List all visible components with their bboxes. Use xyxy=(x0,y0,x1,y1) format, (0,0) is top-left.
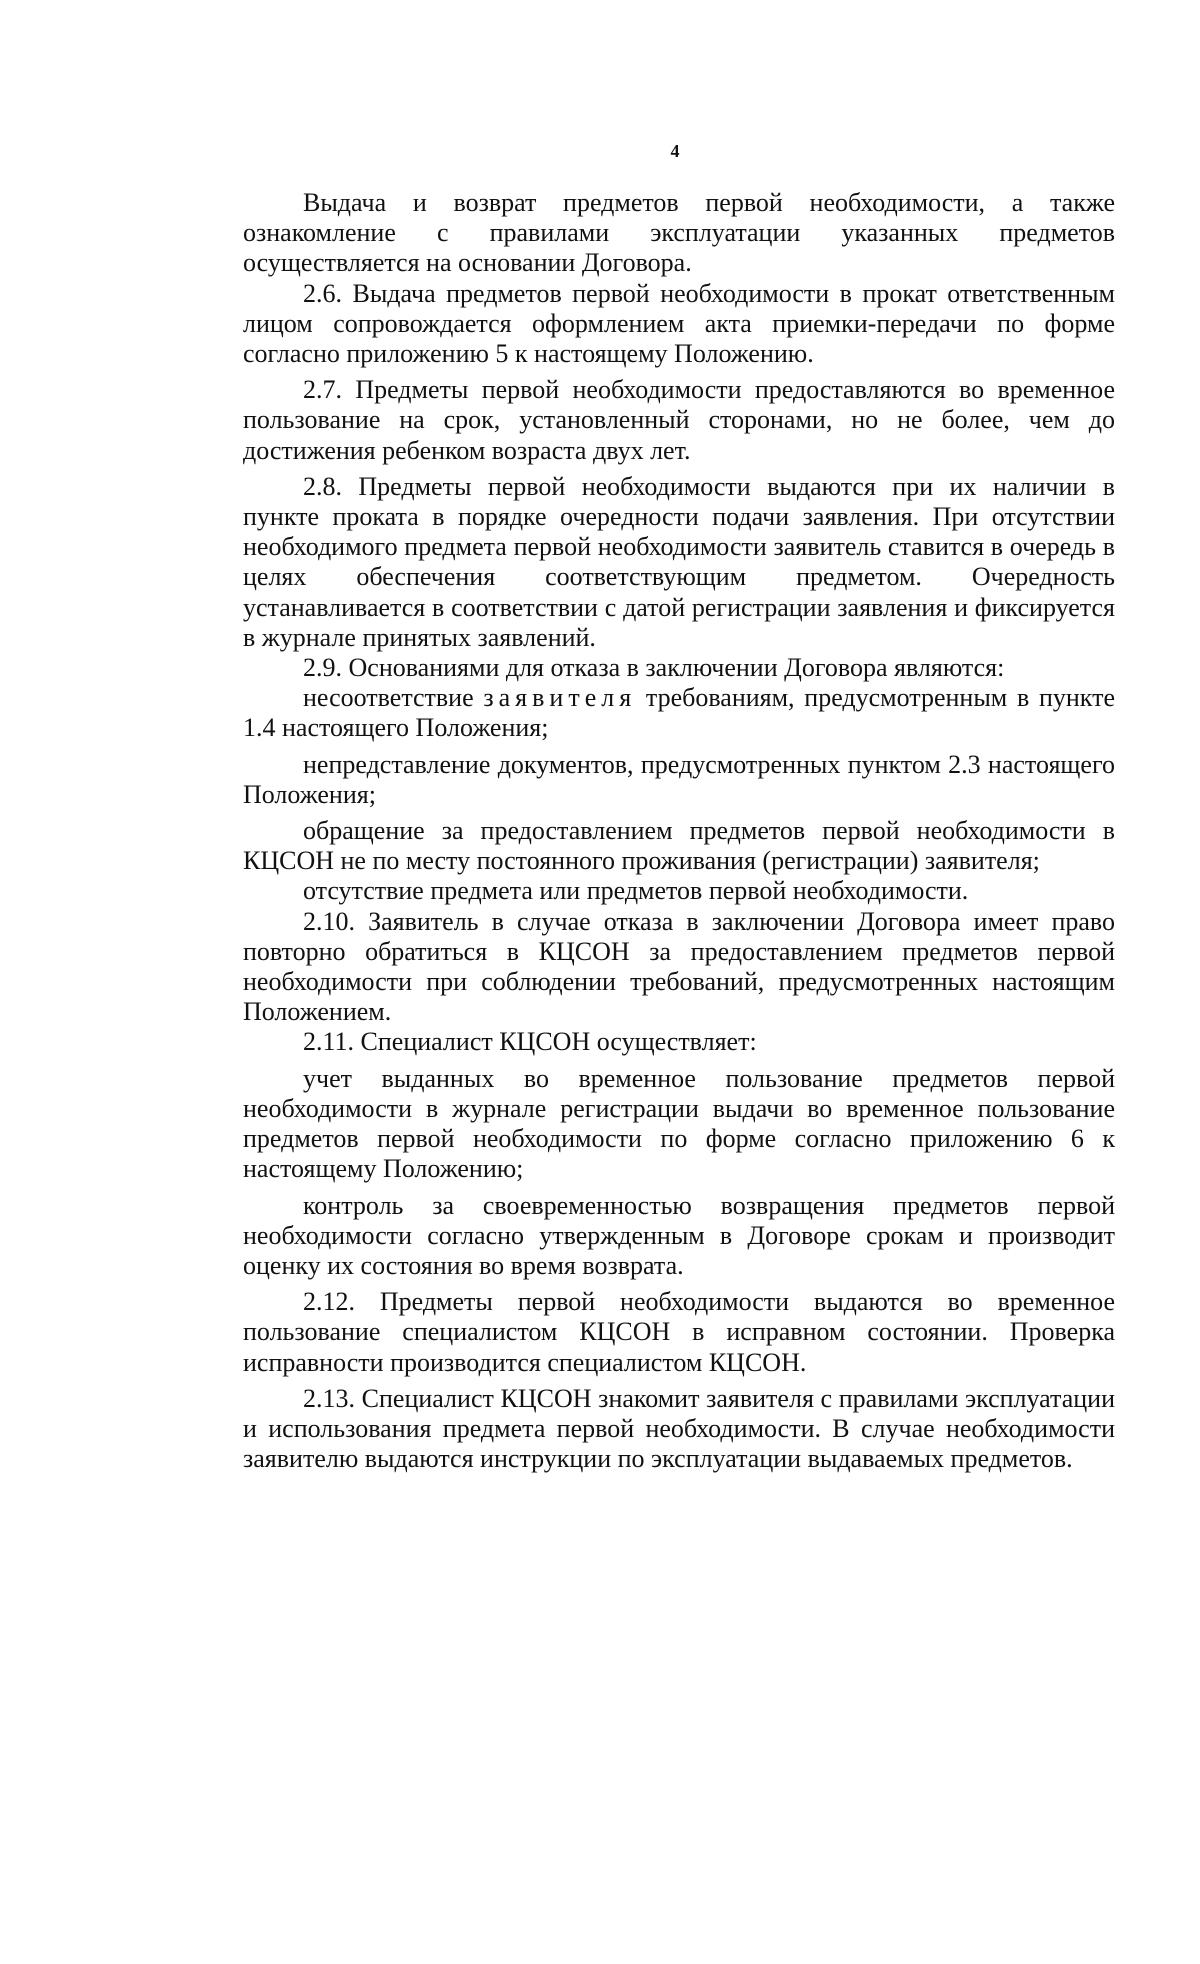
paragraph-2-8: 2.8. Предметы первой необходимости выдаются при их наличии в пункте проката в порядке очередности подачи заявления. При отсутствии необходимого предмета первой необходимости заявитель ставится в очередь в целях обеспечения соответствующим предметом. Очередность устанавливается в соответствии с датой регистрации заявления и фиксируется в журнале принятых заявлений. xyxy=(243,471,1115,652)
paragraph-2-6: 2.6. Выдача предметов первой необходимости в прокат ответственным лицом сопровождается оформлением акта приемки-передачи по форме согласно приложению 5 к настоящему Положению. xyxy=(243,278,1115,369)
paragraph-2-10: 2.10. Заявитель в случае отказа в заключении Договора имеет право повторно обратиться в КЦСОН за предоставлением предметов первой необходимости при соблюдении требований, предусмотренных настоящим Положением. xyxy=(243,906,1115,1027)
paragraph-refusal-ground-4: отсутствие предмета или предметов первой необходимости. xyxy=(303,876,969,906)
paragraph-issue-return-intro: Выдача и возврат предметов первой необходимости, а также ознакомление с правилами эксплуатации указанных предметов осуществляется на основании Договора. xyxy=(243,188,1115,278)
paragraph-refusal-ground-2: непредставление документов, предусмотренных пунктом 2.3 настоящего Положения; xyxy=(243,749,1115,809)
page-number: 4 xyxy=(670,141,680,161)
paragraph-specialist-duty-1: учет выданных во временное пользование предметов первой необходимости в журнале регистрации выдачи во временное пользование предметов первой необходимости по форме согласно приложению 6 к настоящему Положению; xyxy=(243,1063,1115,1184)
paragraph-2-7: 2.7. Предметы первой необходимости предоставляются во временное пользование на срок, установленный сторонами, но не более, чем до достижения ребенком возраста двух лет. xyxy=(243,375,1115,465)
refusal-ground-1-spaced-word: заявителя xyxy=(483,683,637,713)
refusal-ground-1-end: требованиям, предусмотренным в пункте 1.4 настоящего Положения; xyxy=(243,683,1116,743)
paragraph-2-13: 2.13. Специалист КЦСОН знакомит заявителя с правилами эксплуатации и использования предмета первой необходимости. В случае необходимости заявителю выдаются инструкции по эксплуатации выдаваемых предметов. xyxy=(243,1383,1115,1474)
paragraph-2-11: 2.11. Специалист КЦСОН осуществляет: xyxy=(303,1027,757,1057)
paragraph-2-12: 2.12. Предметы первой необходимости выдаются во временное пользование специалистом КЦСОН в исправном состоянии. Проверка исправности производится специалистом КЦСОН. xyxy=(243,1287,1115,1377)
paragraph-refusal-ground-3: обращение за предоставлением предметов первой необходимости в КЦСОН не по месту постоянного проживания (регистрации) заявителя; xyxy=(243,816,1115,876)
document-body xyxy=(243,188,1115,1474)
paragraph-refusal-ground-1 xyxy=(243,683,1115,743)
paragraph-specialist-duty-2: контроль за своевременностью возвращения предметов первой необходимости согласно утвержденным в Договоре срокам и производит оценку их состояния во время возврата. xyxy=(243,1190,1115,1280)
paragraph-2-9: 2.9. Основаниями для отказа в заключении Договора являются: xyxy=(303,653,1005,683)
refusal-ground-1-start: несоответствие xyxy=(303,683,484,713)
